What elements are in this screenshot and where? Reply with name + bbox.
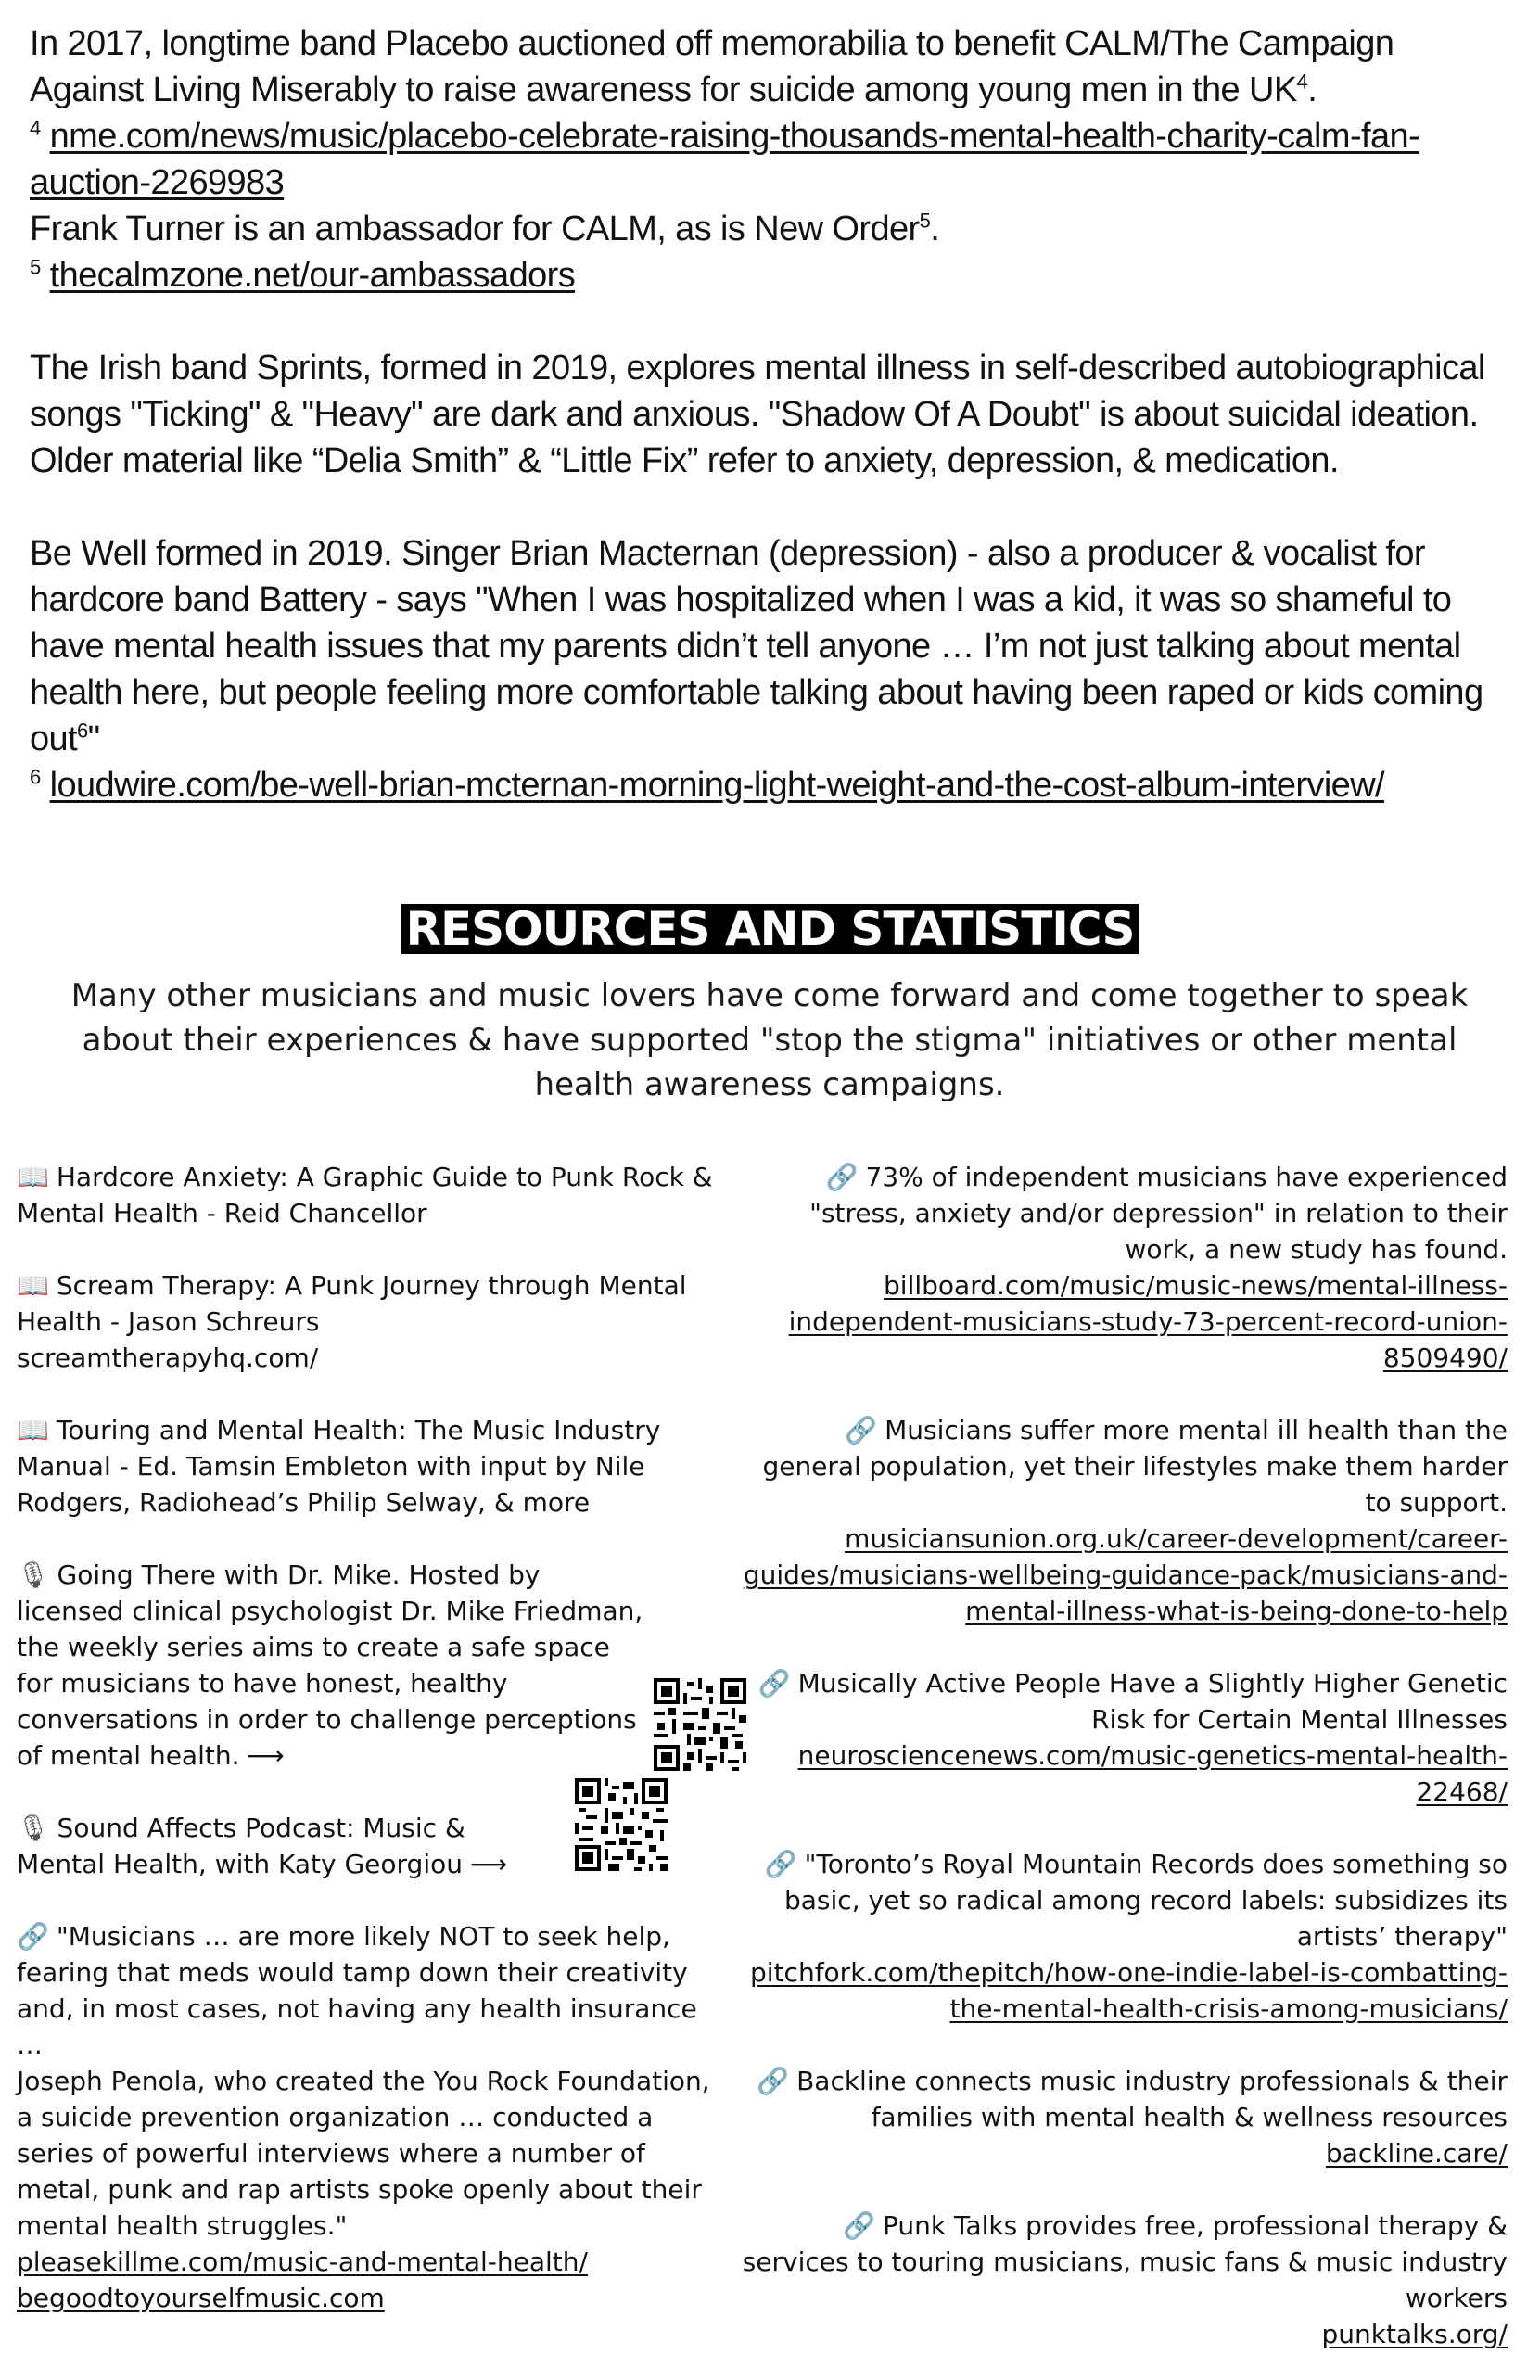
- paragraph-be-well: Be Well formed in 2019. Singer Brian Macternan (depression) - also a producer & vocalist for hardcore band Battery - says "When I was hospitalized when I was a kid, it was so shameful to have mental health issues that my parents didn’t tell anyone … I’m not just talking about mental health here, but people feeling more comfortable talking about having been raped or kids coming out$^6$": [30, 534, 1483, 758]
- quote-link[interactable]: begoodtoyourselfmusic.com: [17, 2283, 385, 2313]
- footnote-4: $^4$ nme.com/news/music/placebo-celebrate-raising-thousands-mental-health-charity-calm-fan-auction-2269983: [30, 116, 1420, 202]
- footnote-ref-6: 6: [77, 719, 88, 743]
- stat-link[interactable]: billboard.com/music/music-news/mental-illness-independent-musicians-study-73-percent-record-union-8509490/: [788, 1270, 1508, 1373]
- quote-continued: Joseph Penola, who created the You Rock Foundation, a suicide prevention organization … conducted a series of powerful interviews where a number of metal, punk and rap artists spoke openly about their mental health struggles.": [17, 2066, 710, 2241]
- list-item: 🔗 Musicians suffer more mental ill health than the general population, yet their lifestyles make them harder to support.: [742, 1412, 1508, 1521]
- microphone-icon: 🎙: [17, 1813, 50, 1843]
- arrow-right-icon: ⟶: [469, 1849, 508, 1879]
- footnote-6-link[interactable]: loudwire.com/be-well-brian-mcternan-morning-light-weight-and-the-cost-album-interview/: [49, 766, 1385, 805]
- paragraph-frank-turner: Frank Turner is an ambassador for CALM, as is New Order$^5$.: [30, 209, 940, 248]
- list-item: 🎙 Going There with Dr. Mike. Hosted by licensed clinical psychologist Dr. Mike Friedman, the weekly series aims to create a safe space for musicians to have honest, healthy conversations in order to challenge perceptions of mental health. ⟶: [17, 1557, 647, 1774]
- stat-link[interactable]: punktalks.org/: [1321, 2319, 1508, 2349]
- paragraph-placebo: In 2017, longtime band Placebo auctioned off memorabilia to benefit CALM/The Campaign Against Living Miserably to raise awareness for suicide among young men in the $UK^4$.: [30, 24, 1394, 109]
- list-item: 📖 Hardcore Anxiety: A Graphic Guide to Punk Rock & Mental Health - Reid Chancellor: [17, 1159, 731, 1231]
- link-icon: 🔗: [845, 1415, 878, 1445]
- list-item: 🔗 Backline connects music industry professionals & their families with mental health & wellness resources: [742, 2063, 1508, 2135]
- qr-code[interactable]: [654, 1678, 746, 1771]
- footnote-5-link[interactable]: thecalmzone.net/our-ambassadors: [49, 256, 576, 295]
- footnote-5: $^5$ thecalmzone.net/our-ambassadors: [30, 255, 576, 295]
- microphone-icon: 🎙: [17, 1559, 50, 1590]
- footnote-ref-4: 4: [1296, 70, 1308, 94]
- book-icon: 📖: [17, 1270, 49, 1301]
- quote-link[interactable]: pleasekillme.com/music-and-mental-health/: [17, 2246, 588, 2277]
- stat-link[interactable]: pitchfork.com/thepitch/how-one-indie-label-is-combatting-the-mental-health-crisis-among-musicians/: [750, 1957, 1508, 2024]
- qr-code[interactable]: [575, 1778, 668, 1871]
- link-icon: 🔗: [17, 1921, 49, 1952]
- list-item: 📖 Scream Therapy: A Punk Journey through Mental Health - Jason Schreurs screamtherapyhq.com/: [17, 1267, 731, 1376]
- list-item: 🔗 "Musicians … are more likely NOT to seek help, fearing that meds would tamp down their creativity and, in most cases, not having any health insurance …: [17, 1918, 731, 2063]
- link-icon: 🔗: [843, 2210, 875, 2241]
- section-heading: RESOURCES AND STATISTICS: [401, 904, 1138, 954]
- footnote-6: $^6$ loudwire.com/be-well-brian-mcternan-morning-light-weight-and-the-cost-album-interview/: [30, 765, 1385, 805]
- stat-link[interactable]: musiciansunion.org.uk/career-development/career-guides/musicians-wellbeing-guidance-pack/musicians-and-mental-illness-what-is-being-done-to-help: [743, 1523, 1508, 1626]
- footnote-ref-5: 5: [919, 209, 931, 233]
- stat-link[interactable]: backline.care/: [1325, 2138, 1508, 2169]
- list-item: 🔗 "Toronto’s Royal Mountain Records does something so basic, yet so radical among record labels: subsidizes its artists’ therapy": [742, 1846, 1508, 1954]
- list-item: 📖 Touring and Mental Health: The Music Industry Manual - Ed. Tamsin Embleton with input by Nile Rodgers, Radiohead’s Philip Selway, & more: [17, 1412, 731, 1521]
- list-item: 🔗 Musically Active People Have a Slightly Higher Genetic Risk for Certain Mental Illnesses: [742, 1665, 1508, 1737]
- list-item: 🎙 Sound Affects Podcast: Music & Mental Health, with Katy Georgiou ⟶: [17, 1810, 554, 1882]
- link-icon: 🔗: [757, 2066, 790, 2096]
- book-url: screamtherapyhq.com/: [17, 1343, 319, 1373]
- resources-column: [17, 1159, 731, 2316]
- footnote-4-link[interactable]: nme.com/news/music/placebo-celebrate-raising-thousands-mental-health-charity-calm-fan-auction-2269983: [30, 117, 1420, 202]
- stat-link[interactable]: neurosciencenews.com/music-genetics-mental-health-22468/: [797, 1740, 1508, 1807]
- paragraph-sprints: The Irish band Sprints, formed in 2019, explores mental illness in self-described autobiographical songs "Ticking" & "Heavy" are dark and anxious. "Shadow Of A Doubt" is about suicidal ideation. Older material like “Delia Smith” & “Little Fix” refer to anxiety, depression, & medication.: [30, 349, 1485, 480]
- book-icon: 📖: [17, 1162, 49, 1192]
- list-item: 🔗 Punk Talks provides free, professional therapy & services to touring musicians, music fans & music industry workers: [742, 2208, 1508, 2316]
- link-icon: 🔗: [757, 1668, 791, 1699]
- link-icon: 🔗: [764, 1849, 797, 1879]
- link-icon: 🔗: [825, 1162, 859, 1192]
- statistics-column: [742, 1159, 1508, 2352]
- article-body: [30, 20, 1513, 808]
- list-item: 🔗 73% of independent musicians have experienced "stress, anxiety and/or depression" in relation to their work, a new study has found.: [742, 1159, 1508, 1267]
- intro-paragraph: Many other musicians and music lovers have come forward and come together to speak about their experiences & have supported "stop the stigma" initiatives or other mental health awareness campaigns.: [70, 977, 1469, 1103]
- arrow-right-icon: ⟶: [247, 1740, 285, 1771]
- book-icon: 📖: [17, 1415, 49, 1445]
